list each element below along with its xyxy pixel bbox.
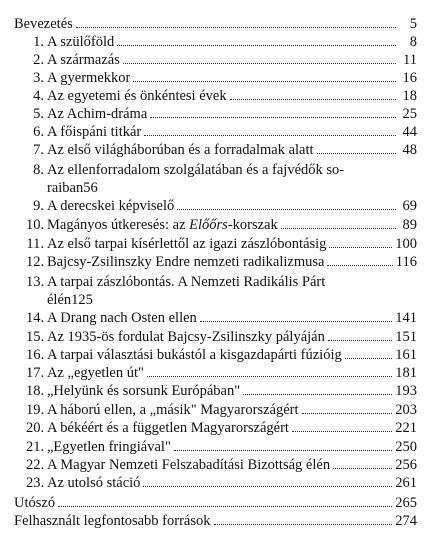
toc-entry-number: 5. xyxy=(33,106,44,122)
toc-entry-page: 274 xyxy=(395,513,417,529)
toc-entry-page: 203 xyxy=(395,402,417,418)
leader-dots xyxy=(117,33,396,46)
toc-entry-number: 9. xyxy=(33,198,44,214)
toc-entry-title: Az első tarpai kísérlettől az igazi zászlóbontásig xyxy=(47,236,327,252)
toc-entry-title: Az egyetemi és önkéntesi évek xyxy=(47,88,227,104)
toc-entry[interactable] xyxy=(26,309,417,327)
toc-entry-title: A Drang nach Osten ellen xyxy=(47,310,197,326)
toc-entry[interactable] xyxy=(26,161,417,179)
toc-entry-page: 5 xyxy=(409,16,417,32)
toc-entry-title-continued: élén xyxy=(47,292,72,308)
toc-entry-title: „Egyetlen fringiával" xyxy=(47,439,171,455)
toc-entry-title: „Helyünk és sorsunk Európában" xyxy=(47,383,241,399)
leader-dots xyxy=(333,456,392,469)
toc-entry-number: 10. xyxy=(26,217,45,233)
toc-entry[interactable] xyxy=(26,123,417,141)
toc-entry-title: Utószó xyxy=(14,495,56,511)
leader-dots xyxy=(58,494,392,507)
toc-entry[interactable] xyxy=(26,328,417,346)
toc-entry[interactable] xyxy=(26,51,417,69)
toc-entry-page: 116 xyxy=(395,254,417,270)
toc-entry-page: 8 xyxy=(409,34,417,50)
toc-entry-title: A gyermekkor xyxy=(47,70,131,86)
toc-entry-number: 1. xyxy=(33,34,44,50)
toc-entry-page: 100 xyxy=(395,236,417,252)
toc-entry-title: A békéért és a független Magyarországért xyxy=(47,420,289,436)
toc-entry-number: 13. xyxy=(26,274,45,290)
toc-entry[interactable] xyxy=(26,438,417,456)
toc-entry-title: A tarpai zászlóbontás. A Nemzeti Radikális Párt xyxy=(47,274,326,290)
leader-dots xyxy=(230,87,396,100)
toc-entry[interactable] xyxy=(26,346,417,364)
toc-entry-page: 221 xyxy=(395,420,417,436)
toc-entry-continuation[interactable] xyxy=(47,179,417,197)
toc-entry[interactable] xyxy=(26,33,417,51)
toc-entry[interactable] xyxy=(26,456,417,474)
leader-dots xyxy=(327,253,392,266)
toc-entry-page: 18 xyxy=(402,88,417,104)
toc-entry-sources[interactable] xyxy=(14,512,417,530)
toc-entry-number: 18. xyxy=(26,383,45,399)
toc-entry[interactable] xyxy=(26,474,417,492)
toc-entry-title: Az Achim-dráma xyxy=(47,106,148,122)
toc-entry-number: 14. xyxy=(26,310,45,326)
toc-entry-page: 161 xyxy=(395,347,417,363)
toc-entry[interactable] xyxy=(26,419,417,437)
toc-entry-title: Bevezetés xyxy=(14,16,73,32)
leader-dots xyxy=(177,197,396,210)
toc-entry-number: 11. xyxy=(26,236,44,252)
toc-entry-page: 125 xyxy=(71,292,93,308)
toc-entry-page: 250 xyxy=(395,439,417,455)
toc-entry[interactable] xyxy=(26,382,417,400)
toc-entry-page: 89 xyxy=(402,217,417,233)
toc-entry-number: 6. xyxy=(33,124,44,140)
toc-entry-page: 44 xyxy=(402,124,417,140)
toc-entry[interactable] xyxy=(26,141,417,159)
toc-entry-title: A származás xyxy=(47,52,120,68)
leader-dots xyxy=(302,401,393,414)
leader-dots xyxy=(144,123,396,136)
toc-entry-page: 69 xyxy=(402,198,417,214)
leader-dots xyxy=(147,364,392,377)
toc-entry[interactable] xyxy=(26,235,417,253)
toc-entry-page: 16 xyxy=(402,70,417,86)
toc-entry-number: 20. xyxy=(26,420,45,436)
toc-entry-page: 261 xyxy=(395,475,417,491)
toc-entry-number: 21. xyxy=(26,439,45,455)
leader-dots xyxy=(317,141,396,154)
toc-entry-afterword[interactable] xyxy=(14,494,417,512)
leader-dots xyxy=(281,216,396,229)
leader-dots xyxy=(329,235,392,248)
toc-entry-number: 2. xyxy=(33,52,44,68)
leader-dots xyxy=(214,512,393,525)
toc-entry-number: 3. xyxy=(33,70,44,86)
leader-dots xyxy=(133,69,396,82)
leader-dots xyxy=(243,382,392,395)
toc-entry-page: 11 xyxy=(403,52,417,68)
toc-entry-title: Az első világháborúban és a forradalmak alatt xyxy=(47,142,314,158)
toc-entry-number: 4. xyxy=(33,88,44,104)
toc-entry-continuation[interactable] xyxy=(47,291,417,309)
toc-entry-page: 193 xyxy=(395,383,417,399)
toc-entry-page: 181 xyxy=(395,365,417,381)
leader-dots xyxy=(174,438,392,451)
toc-entry-number: 22. xyxy=(26,457,45,473)
toc-entry-number: 16. xyxy=(26,347,45,363)
toc-entry-page: 141 xyxy=(395,310,417,326)
toc-entry-introduction[interactable] xyxy=(14,15,417,33)
toc-entry-number: 23. xyxy=(26,475,45,491)
toc-entry-title: A tarpai választási bukástól a kisgazdapárti fúzióig xyxy=(47,347,342,363)
toc-entry[interactable] xyxy=(26,401,417,419)
toc-entry-title: A Magyar Nemzeti Felszabadítási Bizottság élén xyxy=(47,457,331,473)
toc-entry-number: 12. xyxy=(26,254,45,270)
toc-entry-page: 151 xyxy=(395,329,417,345)
leader-dots xyxy=(123,51,396,64)
toc-entry-title-continued: raiban xyxy=(47,180,84,196)
toc-entry-page: 265 xyxy=(395,495,417,511)
toc-entry[interactable] xyxy=(26,253,417,271)
toc-entry-page: 56 xyxy=(83,180,98,196)
toc-entry-page: 25 xyxy=(402,106,417,122)
toc-entry[interactable] xyxy=(26,105,417,123)
leader-dots xyxy=(345,346,393,359)
toc-entry-title: Felhasznált legfontosabb források xyxy=(14,513,211,529)
toc-entry-title: Az 1935-ös fordulat Bajcsy-Zsilinszky pályáján xyxy=(47,329,325,345)
toc-entry-page: 256 xyxy=(395,457,417,473)
leader-dots xyxy=(200,309,392,322)
leader-dots xyxy=(328,328,392,341)
toc-entry-number: 15. xyxy=(26,329,45,345)
leader-dots xyxy=(292,419,392,432)
toc-entry-title: A főispáni titkár xyxy=(47,124,142,140)
leader-dots xyxy=(150,105,396,118)
toc-entry-number: 8. xyxy=(33,162,44,178)
toc-entry-title: Az „egyetlen út" xyxy=(47,365,144,381)
toc-entry-number: 17. xyxy=(26,365,45,381)
leader-dots xyxy=(76,15,396,28)
toc-entry-page: 48 xyxy=(402,142,417,158)
toc-entry[interactable] xyxy=(26,69,417,87)
toc-entry-title: A szülőföld xyxy=(47,34,115,50)
toc-entry-number: 7. xyxy=(33,142,44,158)
leader-dots xyxy=(143,474,392,487)
toc-entry-title: A derecskei képviselő xyxy=(47,198,175,214)
toc-entry[interactable] xyxy=(26,197,417,215)
toc-entry[interactable] xyxy=(26,364,417,382)
toc-entry[interactable] xyxy=(26,87,417,105)
toc-entry-number: 19. xyxy=(26,402,45,418)
toc-entry-title: Az ellenforradalom szolgálatában és a fajvédők so- xyxy=(47,162,345,178)
toc-entry[interactable] xyxy=(26,273,417,291)
toc-entry[interactable] xyxy=(26,216,417,234)
toc-entry-title: Magányos útkeresés: az Előőrs-korszak xyxy=(47,217,278,233)
toc-entry-title: Bajcsy-Zsilinszky Endre nemzeti radikalizmusa xyxy=(47,254,325,270)
toc-entry-title: A háború ellen, a „másik" Magyarországért xyxy=(47,402,299,418)
toc-entry-title: Az utolsó stáció xyxy=(47,475,141,491)
